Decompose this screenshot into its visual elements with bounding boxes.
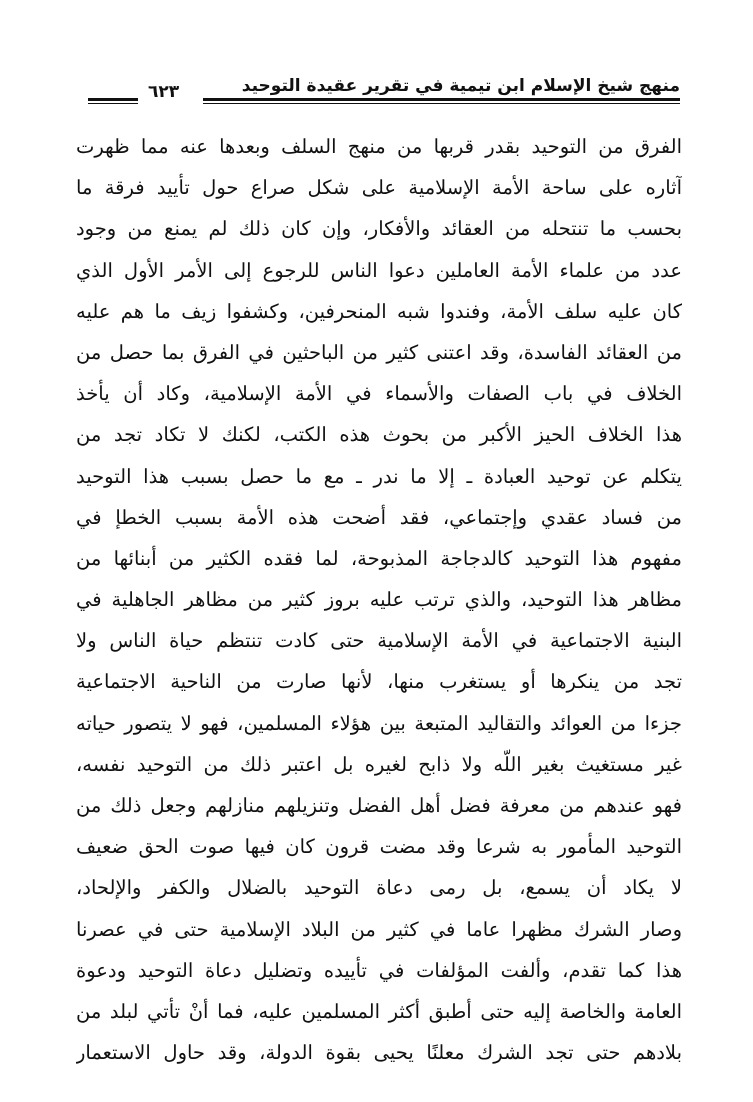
header-rule-left <box>88 98 138 104</box>
text-line: من فساد عقدي وإجتماعي، فقد أضحت هذه الأمة بسبب الخطإ في <box>76 505 682 529</box>
text-line: التوحيد المأمور به شرعا وقد مضت قرون كان فيها صوت الحق ضعيف <box>76 835 682 859</box>
text-line: يتكلم عن توحيد العبادة ـ إلا ما ندر ـ مع ما حصل بسبب هذا التوحيد <box>76 464 682 488</box>
text-line: جزءا من العوائد والتقاليد المتبعة بين هؤلاء المسلمين، فهو لا يتصور حياته <box>76 711 682 735</box>
text-line: من العقائد الفاسدة، وقد اعتنى كثير من الباحثين في الفرق بما حصل من <box>76 340 682 364</box>
text-line: عدد من علماء الأمة العاملين دعوا الناس للرجوع إلى الأمر الأول الذي <box>76 258 682 282</box>
text-line: تجد من ينكرها أو يستغرب منها، لأنها صارت من الناحية الاجتماعية <box>76 670 682 694</box>
text-line: بحسب ما تنتحله من العقائد والأفكار، وإن كان ذلك لم يمنع من وجود <box>76 217 682 241</box>
running-header <box>88 70 680 114</box>
text-line: العامة والخاصة إليه حتى أطبق أكثر المسلمين عليه، فما أنْ تأتي لبلد من <box>76 999 682 1023</box>
header-rule-right <box>203 98 680 104</box>
text-line: هذا كما تقدم، وألفت المؤلفات في تأييده وتضليل دعاة التوحيد ودعوة <box>76 958 682 982</box>
text-line: فهو عندهم من معرفة فضل أهل الفضل وتنزيلهم منازلهم وجعل ذلك من <box>76 794 682 817</box>
text-line: وصار الشرك مظهرا عاما في كثير من البلاد الإسلامية حتى في عصرنا <box>76 917 682 941</box>
text-line: هذا الخلاف الحيز الأكبر من بحوث هذه الكتب، لكنك لا تكاد تجد من <box>76 423 682 447</box>
text-line: مظاهر هذا التوحيد، والذي ترتب عليه بروز كثير من مظاهر الجاهلية في <box>76 588 682 612</box>
page-number: ٦٢٣ <box>148 82 180 102</box>
text-line: مفهوم هذا التوحيد كالدجاجة المذبوحة، لما فقده الكثير من أبنائها من <box>76 546 682 570</box>
text-line: لا يكاد أن يسمع، بل رمى دعاة التوحيد بالضلال والكفر والإلحاد، <box>76 876 682 900</box>
text-line: الخلاف في باب الصفات والأسماء في الأمة الإسلامية، وكاد أن يأخذ <box>76 382 682 406</box>
text-line: آثاره على ساحة الأمة الإسلامية على شكل صراع حول تأييد فرقة ما <box>76 176 682 200</box>
body-text <box>76 126 682 1073</box>
text-line: غير مستغيث بغير اللّه ولا ذابح لغيره بل اعتبر ذلك من التوحيد نفسه، <box>76 752 682 776</box>
text-line: البنية الاجتماعية في الأمة الإسلامية حتى كادت تنتظم حياة الناس ولا <box>76 629 682 653</box>
header-title: منهج شيخ الإسلام ابن تيمية في تقرير عقيدة التوحيد <box>241 76 680 96</box>
text-line: الفرق من التوحيد بقدر قربها من منهج السلف وبعدها عنه مما ظهرت <box>76 135 682 158</box>
text-line: بلادهم حتى تجد الشرك معلنًا يحيى بقوة الدولة، وقد حاول الاستعمار <box>76 1041 682 1065</box>
text-line: كان عليه سلف الأمة، وفندوا شبه المنحرفين، وكشفوا زيف ما هم عليه <box>76 299 682 323</box>
